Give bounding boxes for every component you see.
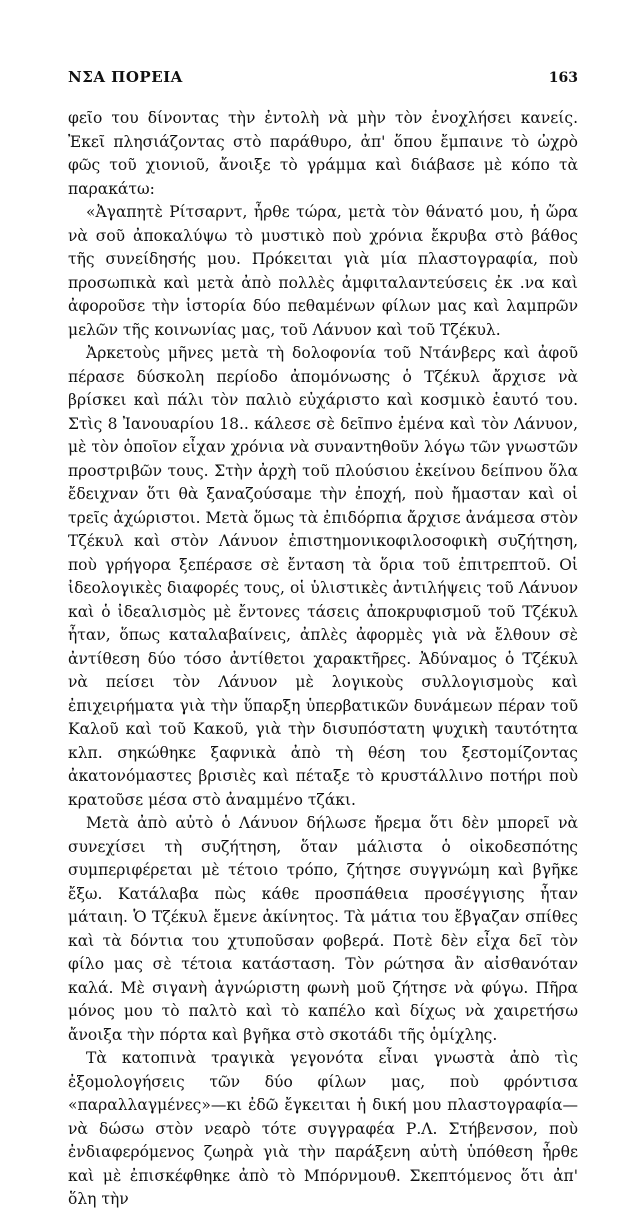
paragraph-letter-opening: «Ἀγαπητὲ Ρίτσαρντ, ἦρθε τώρα, μετὰ τὸν θάνατό μου, ἡ ὥρα νὰ σοῦ ἀποκαλύψω τὸ μυστικὸ ποὺ χρόνια ἔκρυβα στὸ βάθος τῆς συνείδησής μου. Πρόκειται γιὰ μία πλαστογραφία, ποὺ προσωπικὰ καὶ μετὰ ἀπὸ πολλὲς ἀμφιταλαντεύσεις ἐκ .να καὶ ἀφοροῦσε τὴν ἱστορία δύο πεθαμένων φίλων μας καὶ λαμπρῶν μελῶν τῆς κοινωνίας μας, τοῦ Λάνυον καὶ τοῦ Τζέκυλ. [68, 203, 578, 339]
running-header [68, 68, 578, 86]
paragraph-forgery-confession: Τὰ κατοπινὰ τραγικὰ γεγονότα εἶναι γνωστὰ ἀπὸ τὶς ἐξομολογήσεις τῶν δύο φίλων μας, ποὺ φρόντισα «παραλλαγμένες»—κι ἐδῶ ἔγκειται ἡ δική μου πλαστογραφία—νὰ δώσω στὸν νεαρὸ τότε συγγραφέα Ρ.Λ. Στήβενσον, ποὺ ἐνδιαφερόμενος ζωηρὰ γιὰ τὴν παράξενη αὐτὴ ὑπόθεση ἦρθε καὶ μὲ ἐπισκέφθηκε ἀπὸ τὸ Μπόρνμουθ. Σκεπτόμενος ὅτι ἀπ' ὅλη τὴν [68, 1049, 578, 1208]
paragraph-lanyon-departure: Μετὰ ἀπὸ αὐτὸ ὁ Λάνυον δήλωσε ἤρεμα ὅτι δὲν μπορεῖ νὰ συνεχίσει τὴ συζήτηση, ὅταν μάλιστα ὁ οἰκοδεσπότης συμπεριφέρεται μὲ τέτοιο τρόπο, ζήτησε συγγνώμη καὶ βγῆκε ἔξω. Κατάλαβα πὼς κάθε προσπάθεια προσέγγισης ἦταν μάταιη. Ὁ Τζέκυλ ἔμενε ἀκίνητος. Τὰ μάτια του ἔβγαζαν σπίθες καὶ τὰ δόντια του χτυποῦσαν φοβερά. Ποτὲ δὲν εἶχα δεῖ τὸν φίλο μας σὲ τέτοια κατάσταση. Τὸν ρώτησα ἂν αἰσθανόταν καλά. Μὲ σιγανὴ ἀγνώριστη φωνὴ μοῦ ζήτησε νὰ φύγω. Πῆρα μόνος μου τὸ παλτὸ καὶ τὸ καπέλο καὶ δίχως νὰ χαιρετήσω ἄνοιξα τὴν πόρτα καὶ βγῆκα στὸ σκοτάδι τῆς ὁμίχλης. [68, 814, 578, 1044]
paragraph-dinner-account: Ἀρκετοὺς μῆνες μετὰ τὴ δολοφονία τοῦ Ντάνβερς καὶ ἀφοῦ πέρασε δύσκολη περίοδο ἀπομόνωσης ὁ Τζέκυλ ἄρχισε νὰ βρίσκει καὶ πάλι τὸν παλιὸ εὐχάριστο καὶ κοσμικὸ ἑαυτό του. Στὶς 8 Ἰανουαρίου 18.. κάλεσε σὲ δεῖπνο ἐμένα καὶ τὸν Λάνυον, μὲ τὸν ὁποῖον εἶχαν χρόνια νὰ συναντηθοῦν λόγω τῶν γνωστῶν προστριβῶν τους. Στὴν ἀρχὴ τοῦ πλούσιου ἐκείνου δείπνου ὅλα ἔδειχναν ὅτι θὰ ξαναζούσαμε τὴν ἐποχή, ποὺ ἤμασταν καὶ οἱ τρεῖς ἀχώριστοι. Μετὰ ὅμως τὰ ἐπιδόρπια ἄρχισε ἀνάμεσα στὸν Τζέκυλ καὶ στὸν Λάνυον ἐπιστημονικοφιλοσοφικὴ συζήτηση, ποὺ γρήγορα ξεπέρασε σὲ ἔνταση τὰ ὅρια τοῦ ἐπιτρεπτοῦ. Οἱ ἰδεολογικὲς διαφορές τους, οἱ ὑλιστικὲς ἀντιλήψεις τοῦ Λάνυον καὶ ὁ ἰδεαλισμὸς μὲ ἔντονες τάσεις ἀποκρυφισμοῦ τοῦ Τζέκυλ ἦταν, ὅπως καταλαβαίνεις, ἀπλὲς ἀφορμὲς γιὰ νὰ ἔλθουν σὲ ἀντίθεση δύο τόσο ἀντίθετοι χαρακτῆρες. Ἀδύναμος ὁ Τζέκυλ νὰ πείσει τὸν Λάνυον μὲ λογικοὺς συλλογισμοὺς καὶ ἐπιχειρήματα γιὰ τὴν ὕπαρξη ὑπερβατικῶν δυνάμεων πέραν τοῦ Καλοῦ καὶ τοῦ Κακοῦ, γιὰ τὴν δισυπόστατη ψυχικὴ ταυτότητα κλπ. σηκώθηκε ξαφνικὰ ἀπὸ τὴ θέση του ξεστομίζοντας ἀκατονόμαστες βρισιὲς καὶ πέταξε τὸ κρυστάλλινο ποτήρι ποὺ κρατοῦσε μέσα στὸ ἀναμμένο τζάκι. [68, 344, 578, 809]
book-page [68, 68, 578, 1212]
body-text [68, 107, 578, 1212]
paragraph-continuation: φεῖο του δίνοντας τὴν ἐντολὴ νὰ μὴν τὸν ἐνοχλήσει κανείς. Ἐκεῖ πλησιάζοντας στὸ παράθυρο, ἀπ' ὅπου ἔμπαινε τὸ ὠχρὸ φῶς τοῦ χιονιοῦ, ἄνοιξε τὸ γράμμα καὶ διάβασε μὲ κόπο τὰ παρακάτω: [68, 109, 578, 198]
page-number: 163 [548, 70, 578, 86]
running-header-title: ΝΣΑ ΠΟΡΕΙΑ [68, 68, 183, 86]
